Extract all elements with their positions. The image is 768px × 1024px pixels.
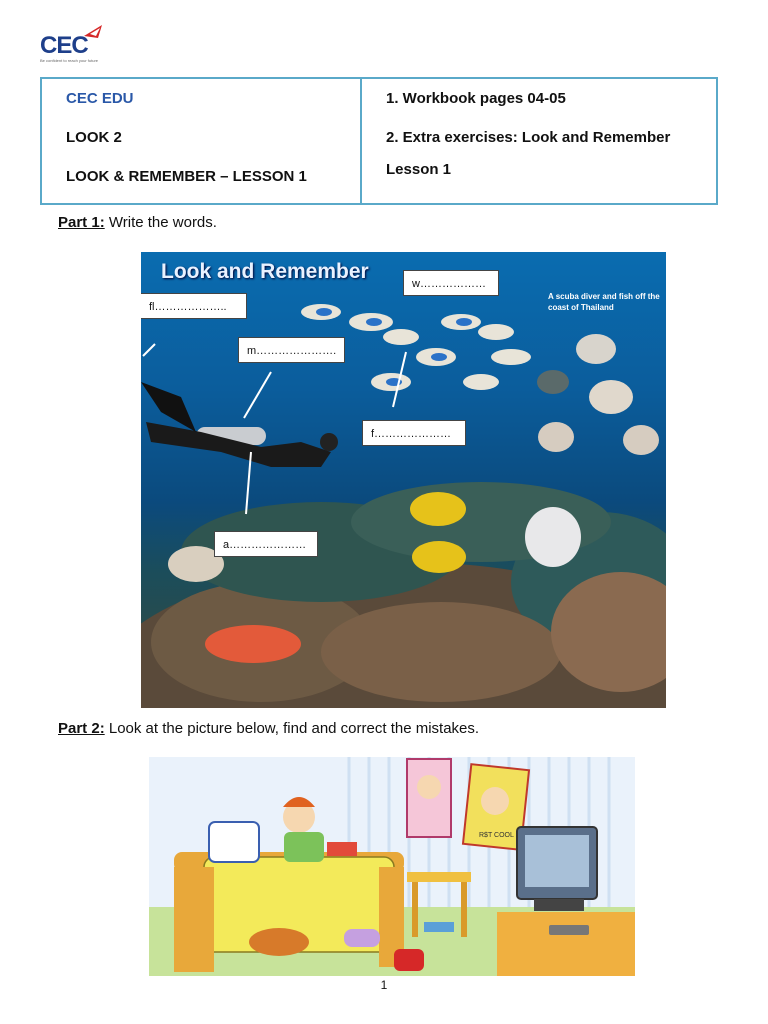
label-water[interactable]: w………………: [403, 270, 499, 296]
poster-text: R$T COOL: [479, 832, 514, 839]
logo-text: CEC: [40, 32, 88, 59]
label-flippers[interactable]: fl………………..: [141, 293, 247, 319]
photo-caption: A scuba diver and fish off the coast of Thailand: [548, 292, 660, 312]
underwater-photo: [141, 252, 666, 708]
header-table: [40, 77, 718, 205]
header-right-cell: [362, 79, 716, 203]
part-1-label: Part 1:: [58, 214, 105, 231]
school-name: CEC EDU: [66, 90, 134, 107]
label-fish[interactable]: f…………………: [362, 420, 466, 446]
bedroom-cartoon: [149, 757, 635, 976]
bedroom-scene: [149, 757, 635, 976]
part-2-instruction: [58, 720, 479, 737]
label-mask[interactable]: m………………….: [238, 337, 345, 363]
task-1: 1. Workbook pages 04-05: [386, 90, 566, 107]
part-2-text: Look at the picture below, find and correct the mistakes.: [104, 720, 480, 737]
lesson-name: LOOK & REMEMBER – LESSON 1: [66, 168, 307, 185]
part-1-instruction: [58, 214, 217, 231]
cec-logo: [40, 22, 120, 64]
part-2-label: Part 2:: [58, 720, 105, 737]
task-2-cont: Lesson 1: [386, 161, 452, 178]
logo-tagline: Be confident to reach your future: [40, 58, 99, 63]
reef-scene: [141, 252, 666, 708]
part-1-text: Write the words.: [104, 214, 217, 231]
photo-title: Look and Remember: [161, 260, 369, 283]
page-number: 1: [380, 978, 388, 992]
label-air-tank[interactable]: a…………………: [214, 531, 318, 557]
task-2: 2. Extra exercises: Look and Remember: [386, 129, 671, 146]
header-left-cell: [42, 79, 362, 203]
course-name: LOOK 2: [66, 129, 122, 146]
scuba-diver: [141, 382, 338, 467]
poster-1: [407, 759, 451, 837]
